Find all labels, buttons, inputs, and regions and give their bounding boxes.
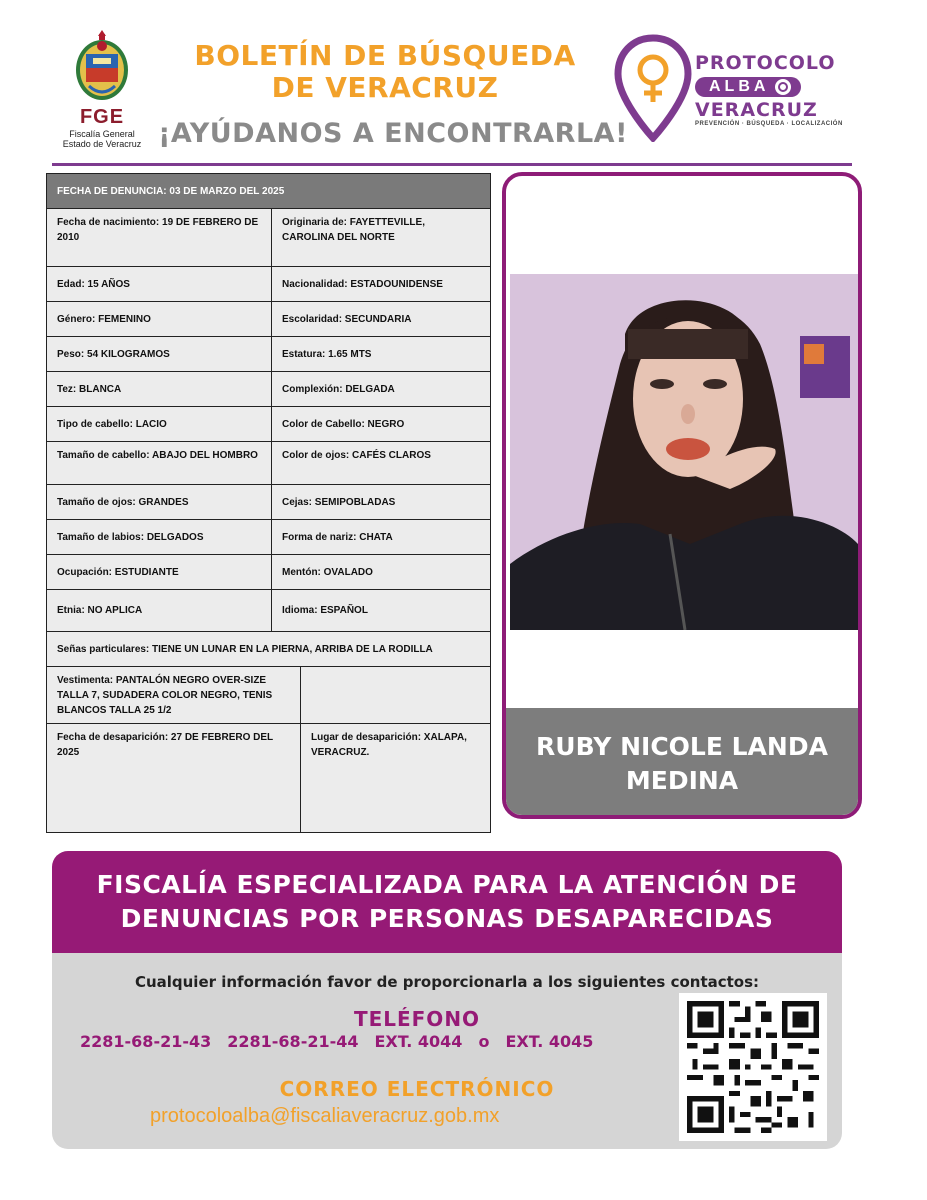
table-row — [47, 407, 490, 442]
lip-size: Tamaño de labios: DELGADOS — [47, 520, 272, 554]
eye-size: Tamaño de ojos: GRANDES — [47, 485, 272, 519]
birth-date: Fecha de nacimiento: 19 DE FEBRERO DE 2010 — [47, 209, 272, 266]
table-row — [47, 632, 490, 667]
eyebrows: Cejas: SEMIPOBLADAS — [282, 496, 396, 508]
alba-line3: VERACRUZ — [695, 99, 818, 121]
build: Complexión: DELGADA — [282, 383, 395, 395]
nationality: Nacionalidad: ESTADOUNIDENSE — [282, 278, 443, 290]
name-box — [506, 708, 858, 819]
report-date: FECHA DE DENUNCIA: 03 DE MARZO DEL 2025 — [57, 185, 285, 197]
schooling: Escolaridad: SECUNDARIA — [282, 313, 412, 325]
table-row — [47, 590, 490, 632]
table-row — [47, 442, 490, 485]
chin: Mentón: OVALADO — [282, 566, 373, 578]
veracruz-coat-of-arms-icon — [71, 28, 133, 104]
contact-intro: Cualquier información favor de proporcionarla a los siguientes contactos: — [134, 973, 760, 991]
email-link[interactable]: protocoloalba@fiscaliaveracruz.gob.mx — [150, 1105, 500, 1127]
prosecutor-banner-text: FISCALÍA ESPECIALIZADA PARA LA ATENCIÓN DE DENUNCIAS POR PERSONAS DESAPARECIDAS — [96, 870, 798, 933]
empty-cell — [301, 667, 490, 723]
help-us-heading: ¡AYÚDANOS A ENCONTRARLA! — [158, 118, 628, 149]
description-table — [46, 173, 491, 833]
table-row — [47, 267, 490, 302]
extension-1: EXT. 4044 — [374, 1032, 463, 1051]
contact-section — [52, 953, 842, 1149]
phone-numbers — [80, 1032, 700, 1051]
fge-name-line2: Estado de Veracruz — [62, 139, 142, 149]
disappearance-date: Fecha de desaparición: 27 DE FEBRERO DEL 2025 — [47, 724, 301, 832]
alba-line2: ALBA — [709, 78, 770, 95]
prosecutor-banner — [52, 851, 842, 953]
qr-code[interactable] — [679, 993, 827, 1141]
fge-acronym: FGE — [79, 106, 125, 128]
clothing: Vestimenta: PANTALÓN NEGRO OVER-SIZE TALLA 7, SUDADERA COLOR NEGRO, TENIS BLANCOS TALLA 25 1/2 — [47, 667, 301, 723]
table-row — [47, 667, 490, 724]
nose-shape: Forma de nariz: CHATA — [282, 531, 393, 543]
table-row — [47, 520, 490, 555]
alba-line1: PROTOCOLO — [695, 52, 836, 74]
hair-length: Tamaño de cabello: ABAJO DEL HOMBRO — [47, 442, 272, 484]
extension-2: EXT. 4045 — [505, 1032, 594, 1051]
missing-person-name: RUBY NICOLE LANDA MEDINA — [536, 731, 828, 795]
conjunction: o — [478, 1032, 490, 1051]
email-label: CORREO ELECTRÓNICO — [279, 1077, 555, 1101]
missing-person-photo — [510, 274, 858, 630]
occupation: Ocupación: ESTUDIANTE — [47, 555, 272, 589]
table-row — [47, 724, 490, 832]
location-pin-female-icon — [614, 34, 692, 142]
table-row — [47, 209, 490, 267]
qr-code-icon — [687, 1001, 819, 1133]
phone-label: TELÉFONO — [353, 1007, 481, 1031]
complexion-skin: Tez: BLANCA — [47, 372, 272, 406]
table-header-row — [47, 174, 490, 209]
bulletin-title-line2: DE VERACRUZ — [271, 71, 499, 104]
age: Edad: 15 AÑOS — [47, 267, 272, 301]
magnifier-icon — [775, 79, 791, 95]
weight: Peso: 54 KILOGRAMOS — [47, 337, 272, 371]
photo-card — [502, 172, 862, 819]
table-row — [47, 372, 490, 407]
ethnicity: Etnia: NO APLICA — [47, 590, 272, 631]
particular-signs: Señas particulares: TIENE UN LUNAR EN LA PIERNA, ARRIBA DE LA RODILLA — [57, 643, 433, 655]
disappearance-place: Lugar de desaparición: XALAPA, VERACRUZ. — [311, 732, 467, 758]
table-row — [47, 485, 490, 520]
eye-color: Color de ojos: CAFÉS CLAROS — [282, 450, 431, 461]
origin: Originaria de: FAYETTEVILLE, CAROLINA DEL NORTE — [282, 217, 425, 243]
language: Idioma: ESPAÑOL — [282, 605, 368, 616]
table-row — [47, 555, 490, 590]
table-row — [47, 337, 490, 372]
bulletin-title — [175, 40, 595, 104]
fge-logo — [52, 28, 152, 153]
bulletin-title-line1: BOLETÍN DE BÚSQUEDA — [194, 39, 576, 72]
alba-tagline: PREVENCIÓN · BÚSQUEDA · LOCALIZACIÓN — [695, 121, 843, 127]
fge-name-line1: Fiscalía General — [69, 129, 135, 139]
alba-badge — [695, 77, 801, 97]
hair-type: Tipo de cabello: LACIO — [47, 407, 272, 441]
phone-number-2[interactable]: 2281-68-21-44 — [227, 1032, 359, 1051]
phone-number-1[interactable]: 2281-68-21-43 — [80, 1032, 212, 1051]
gender: Género: FEMENINO — [47, 302, 272, 336]
height: Estatura: 1.65 MTS — [282, 348, 372, 360]
header-divider — [52, 163, 852, 166]
protocolo-alba-logo — [695, 52, 855, 127]
table-row — [47, 302, 490, 337]
hair-color: Color de Cabello: NEGRO — [282, 418, 405, 430]
